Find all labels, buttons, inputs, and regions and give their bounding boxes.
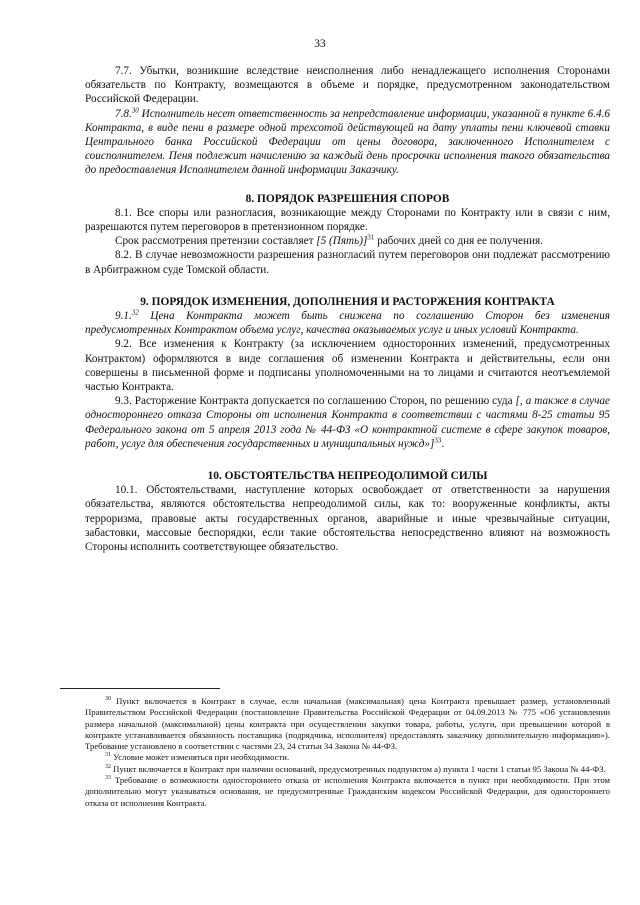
section-8-heading: 8. ПОРЯДОК РАЗРЕШЕНИЯ СПОРОВ — [245, 192, 450, 205]
section-10-heading: 10. ОБСТОЯТЕЛЬСТВА НЕПРЕОДОЛИМОЙ СИЛЫ — [207, 470, 488, 483]
footnote-number: 31 — [105, 752, 111, 759]
clause-9-3-optional: [, а также в случае одностороннего отказа Стороны от исполнения Контракта в соответствии с частями 8-25 статьи 95 Федерального закона от 5 апреля 2013 года № 44-ФЗ «О контрактной системе в сфере закупок товаров, работ, услуг для обеспечения государственных и муниципальных нужд»] — [85, 395, 610, 450]
section-9-heading: 9. ПОРЯДОК ИЗМЕНЕНИЯ, ДОПОЛНЕНИЯ И РАСТОРЖЕНИЯ КОНТРАКТА — [140, 295, 555, 308]
page-number: 33 — [314, 38, 326, 50]
clause-9-1 — [85, 309, 610, 337]
clause-8-2: 8.2. В случае невозможности разрешения разногласий путем переговоров они подлежат рассмотрению в Арбитражном суде Томской области. — [85, 249, 610, 276]
clause-9-3-text-start: 9.3. Расторжение Контракта допускается по соглашению Сторон, по решению суда — [115, 395, 516, 408]
clause-10-1: 10.1. Обстоятельствами, наступление которых освобождает от ответственности за нарушения обязательства, являются обстоятельства непреодолимой силы, как то: вооруженные конфликты, акты терроризма, правовые акты государственных органов, аварийные и иные чрезвычайные ситуации, забастовки, массовые беспорядки, если такие обстоятельства непосредственно влияют на возможность Стороны исполнить соответствующее обязательство. — [85, 484, 610, 554]
clause-9-3-text-end: . — [441, 437, 445, 450]
footnote-31 — [85, 752, 610, 763]
term-text-start: Срок рассмотрения претензии составляет — [115, 235, 317, 248]
clause-8-1: 8.1. Все споры или разногласия, возникающие между Сторонами по Контракту или в связи с ним, разрешаются путем переговоров в претензионном порядке. — [85, 206, 610, 234]
term-text-end: рабочих дней со дня ее получения. — [374, 235, 543, 248]
footnote-number: 30 — [105, 696, 111, 703]
footnote-number: 33 — [105, 775, 111, 782]
term-value: [5 (Пять)] — [316, 235, 368, 248]
footnote-ref-32[interactable]: 32 — [131, 308, 139, 317]
footnote-ref-33[interactable]: 33 — [434, 436, 442, 445]
footnote-ref-30[interactable]: 30 — [131, 105, 139, 114]
clause-7-8 — [85, 107, 610, 178]
footnote-text: Пункт включается в Контракт при наличии оснований, предусмотренных подпунктом а) пункта 1 части 1 статьи 95 Закона № 44-ФЗ. — [111, 763, 606, 774]
clause-7-8-number: 7.8. — [115, 107, 132, 120]
footnotes — [85, 696, 610, 809]
footnote-30 — [85, 696, 610, 752]
footnote-32 — [85, 764, 610, 775]
footnote-text: Требование о возможности одностороннего отказа от исполнения Контракта включается в пункт при необходимости. При этом дополнительно могут указываться основания, не предусмотренные Гражданским кодексом Российской Федерации, для одностороннего отказа от исполнения Контракта. — [85, 775, 610, 808]
clause-9-1-text: Цена Контракта может быть снижена по соглашению Сторон без изменения предусмотренных Контрактом объема услуг, качества оказываемых услуг и иных условий Контракта. — [85, 310, 610, 337]
clause-9-3 — [85, 394, 610, 451]
clause-9-2: 9.2. Все изменения к Контракту (за исключением односторонних изменений, предусмотренных Контрактом) оформляются в виде соглашения об изменении Контракта и действительны, если они совершены в письменной форме и подписаны уполномоченными на то лицами и считаются неотъемлемой частью Контракта. — [85, 338, 610, 394]
footnote-text: Условие может изменяться при необходимости. — [111, 752, 290, 763]
clause-9-1-number: 9.1. — [115, 310, 132, 323]
clause-7-7: 7.7. Убытки, возникшие вследствие неисполнения либо ненадлежащего исполнения Сторонами обязательств по Контракту, возмещаются в объеме и порядке, предусмотренном законодательством Российской Федерации. — [85, 65, 610, 106]
clause-7-8-text: Исполнитель несет ответственность за непредставление информации, указанной в пункте 6.4.6 Контракта, в виде пени в размере одной трехсотой действующей на дату уплаты пени ключевой ставки Центрального банка Российской Федерации от цены договора, заключенного Исполнителем с соисполнителем. Пеня подлежит начислению за каждый день просрочки исполнения такого обязательства до предоставления Исполнителем данной информации Заказчику. — [85, 107, 610, 177]
footnote-separator — [60, 688, 220, 689]
footnote-ref-31[interactable]: 31 — [367, 233, 375, 242]
document-body — [85, 64, 610, 554]
clause-8-1-term — [85, 234, 610, 248]
footnote-text: Пункт включается в Контракт в случае, если начальная (максимальная) цена Контракта превышает размер, установленный Правительством Российской Федерации (постановление Правительства Российской Федерации от 04.09.2013 № 775 «Об установлении размера начальной (максимальной) цены контракта при осуществлении закупки товара, работы, услуги, при превышении которой в контракте устанавливается обязанность поставщика (подрядчика, исполнителя) предоставлять заказчику дополнительную информацию»). Требование установлено в соответствии с частями 23, 24 статьи 34 Закона № 44-ФЗ. — [85, 696, 610, 752]
footnote-33 — [85, 775, 610, 809]
footnote-number: 32 — [105, 763, 111, 770]
